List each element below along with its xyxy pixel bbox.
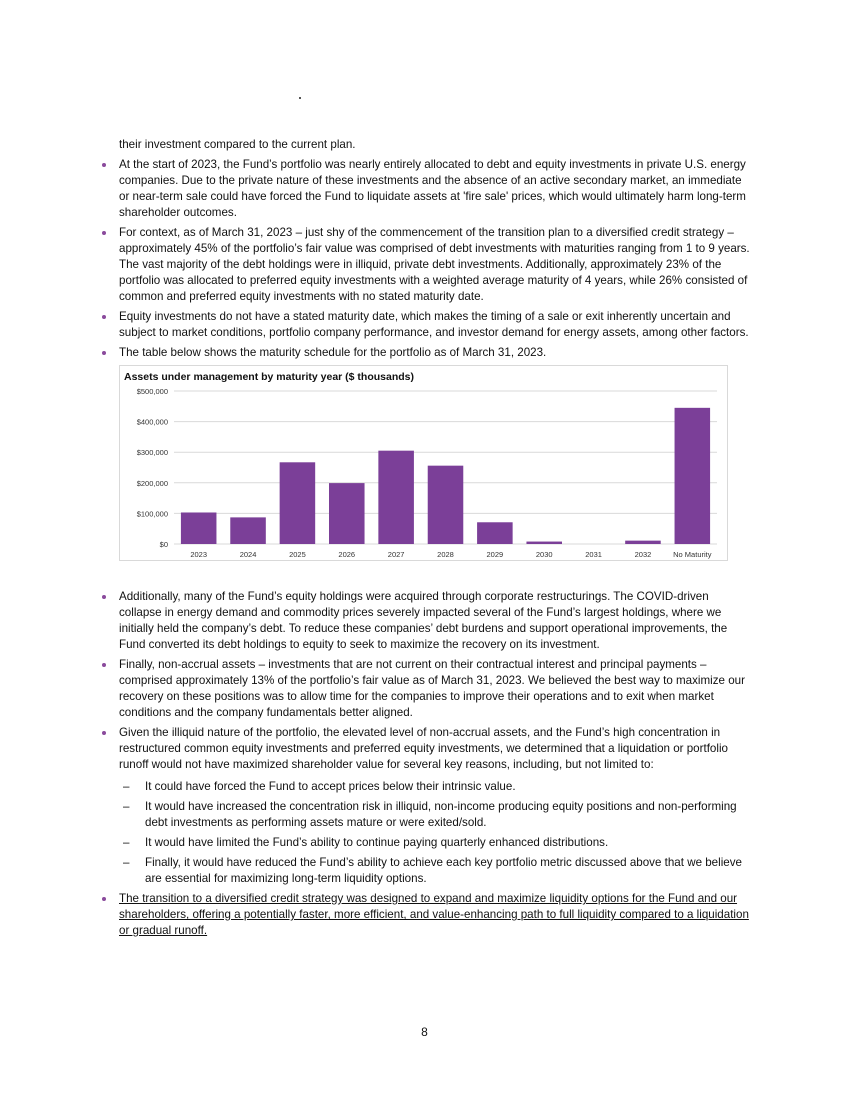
- x-tick-label: 2025: [289, 550, 306, 559]
- page-number: 8: [421, 1025, 428, 1039]
- x-tick-label: 2023: [190, 550, 208, 559]
- reasons-text: Given the illiquid nature of the portfolio, the elevated level of non-accrual assets, and the Fund’s high concentration in restructured common equity investments and preferred equity investments, we determined that a liquidation or portfolio runoff would not have maximized shareholder value for several key reasons, including, but not limited to:: [119, 726, 728, 771]
- sub-bullet-item: – It could have forced the Fund to accept prices below their intrinsic value.: [119, 779, 750, 795]
- continuation-text: their investment compared to the current plan.: [119, 138, 356, 151]
- x-tick-label: 2032: [634, 550, 652, 559]
- bullet-item: For context, as of March 31, 2023 – just shy of the commencement of the transition plan to a diversified credit strategy – approximately 45% of the portfolio’s fair value was comprised of debt investments with maturities ranging from 1 to 9 years. The vast majority of the debt holdings were in illiquid, private debt investments. Additionally, approximately 23% of the portfolio was allocated to preferred equity investments with a weighted average maturity of 4 years, while 26% consisted of common and preferred equity investments with no stated maturity date.: [100, 225, 750, 305]
- final-underlined-text: The transition to a diversified credit strategy was designed to expand and maximize liquidity options for the Fund and our shareholders, offering a potentially faster, more efficient, and value-enhancing path to full liquidity compared to a liquidation or gradual runoff.: [119, 892, 749, 937]
- y-tick-label: $200,000: [136, 478, 168, 488]
- x-tick-label: 2026: [338, 550, 356, 559]
- bar: [675, 408, 711, 544]
- bullet-item: Finally, non-accrual assets – investments that are not current on their contractual interest and principal payments –comprised approximately 13% of the portfolio’s fair value as of March 31, 2023. We believed the best way to maximize our recovery on these positions was to allow time for the companies to improve their operations and to exit when market conditions and the company fundamentals better aligned.: [100, 657, 750, 721]
- bullet-item: Additionally, many of the Fund’s equity holdings were acquired through corporate restructurings. The COVID-driven collapse in energy demand and commodity prices severely impacted several of the Fund’s largest holdings, where we initially held the company’s debt. To reduce these companies’ debt burdens and support operational improvements, the Fund converted its debt holdings to equity to seek to maximize the recovery on its investment.: [100, 589, 750, 653]
- bar: [329, 483, 365, 544]
- y-tick-label: $400,000: [136, 417, 168, 427]
- bullet-item-reasons: [100, 725, 750, 887]
- y-tick-label: $0: [159, 540, 168, 549]
- bar: [526, 542, 562, 544]
- document-body: [100, 137, 750, 943]
- bar: [280, 462, 316, 544]
- bar: [378, 451, 414, 544]
- bullet-item: At the start of 2023, the Fund’s portfolio was nearly entirely allocated to debt and equity investments in private U.S. energy companies. Due to the private nature of these investments and the absence of an active secondary market, an immediate or near-term sale could have forced the Fund to liquidate assets at 'fire sale' prices, which would ultimately harm long-term shareholder outcomes.: [100, 157, 750, 221]
- bar: [428, 466, 464, 544]
- bottom-bullet-list: [100, 589, 750, 939]
- bullet-item: Equity investments do not have a stated maturity date, which makes the timing of a sale or exit inherently uncertain and subject to market conditions, portfolio company performance, and investor demand for energy assets, among other factors.: [100, 309, 750, 341]
- top-bullet-list: [100, 157, 750, 361]
- bullet-item-final: [100, 891, 750, 939]
- x-tick-label: 2031: [585, 550, 602, 559]
- sub-bullet-list: [119, 779, 750, 887]
- y-tick-label: $500,000: [136, 387, 168, 396]
- bar: [230, 517, 266, 544]
- chart-svg: [120, 366, 727, 560]
- bar: [477, 522, 513, 544]
- bar: [625, 541, 661, 544]
- maturity-chart: [119, 365, 728, 561]
- sub-bullet-item: – Finally, it would have reduced the Fund’s ability to achieve each key portfolio metric discussed above that we believe are essential for maximizing long-term liquidity options.: [119, 855, 750, 887]
- y-tick-label: $100,000: [136, 509, 168, 519]
- sub-bullet-item: – It would have increased the concentration risk in illiquid, non-income producing equity positions and non-performing debt investments as performing assets mature or were exited/sold.: [119, 799, 750, 831]
- x-tick-label: 2028: [437, 550, 454, 559]
- sub-bullet-item: – It would have limited the Fund’s ability to continue paying quarterly enhanced distributions.: [119, 835, 750, 851]
- x-tick-label: 2029: [486, 550, 504, 559]
- chart-title: Assets under management by maturity year ($ thousands): [124, 371, 414, 383]
- y-tick-label: $300,000: [136, 448, 168, 458]
- stray-dot: [299, 97, 301, 99]
- x-tick-label: 2027: [387, 550, 405, 559]
- x-tick-label: 2024: [239, 550, 257, 559]
- x-tick-label: No Maturity: [673, 550, 712, 559]
- bullet-item: The table below shows the maturity schedule for the portfolio as of March 31, 2023.: [100, 345, 750, 361]
- x-tick-label: 2030: [535, 550, 553, 559]
- bar: [181, 512, 217, 544]
